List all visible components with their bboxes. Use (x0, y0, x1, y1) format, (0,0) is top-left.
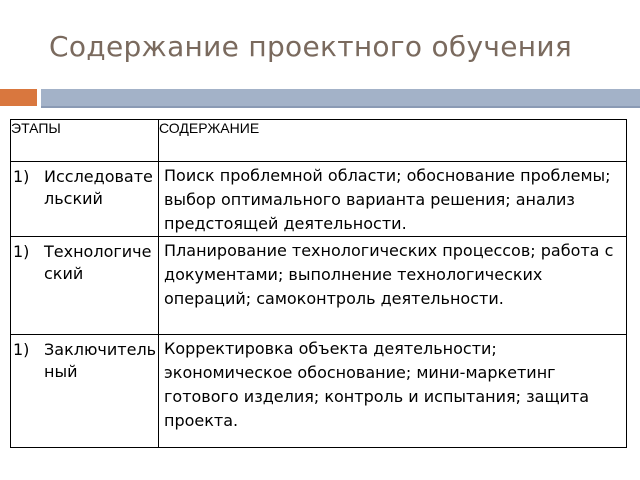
table-row (11, 335, 627, 448)
header-content: СОДЕРЖАНИЕ (159, 120, 627, 162)
stage-cell (11, 335, 159, 448)
stage-number: 1) (13, 167, 30, 186)
stage-cell (11, 237, 159, 335)
stage-number: 1) (13, 242, 30, 261)
header-stages: ЭТАПЫ (11, 120, 159, 162)
accent-bar-blue (41, 89, 640, 106)
stage-content: Планирование технологических процессов; работа с документами; выполнение технологических операций; самоконтроль деятельности. (159, 237, 627, 335)
stage-label: Исследовательский (44, 167, 153, 208)
stage-number: 1) (13, 340, 30, 359)
stage-label: Технологический (44, 242, 152, 283)
stage-label: Заключительный (44, 340, 157, 381)
table-row (11, 237, 627, 335)
accent-bar-underline (41, 106, 640, 108)
stages-table (10, 119, 627, 448)
stage-cell (11, 162, 159, 237)
table-row (11, 162, 627, 237)
table-header-row (11, 120, 627, 162)
stage-content: Поиск проблемной области; обоснование проблемы; выбор оптимального варианта решения; анализ предстоящей деятельности. (159, 162, 627, 237)
slide-title: Содержание проектного обучения (49, 30, 572, 63)
accent-bar-orange (0, 89, 37, 106)
stage-content: Корректировка объекта деятельности; экономическое обоснование; мини-маркетинг готового изделия; контроль и испытания; защита проекта. (159, 335, 627, 448)
